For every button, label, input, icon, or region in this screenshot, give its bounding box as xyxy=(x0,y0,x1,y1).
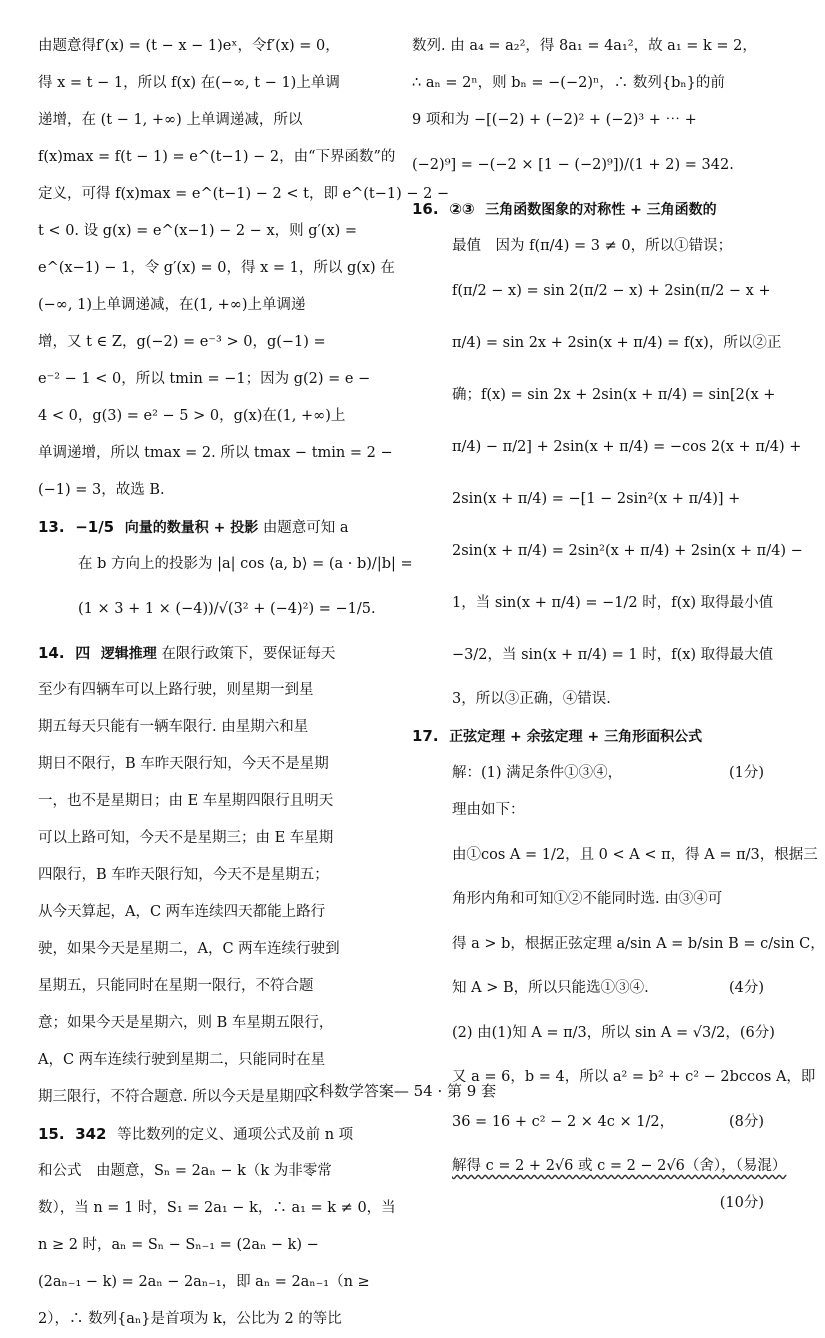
solution-line: 驶，如果今天是星期二，A，C 两车连续行驶到 xyxy=(38,941,340,957)
solution-line: 最值 因为 f(π/4) = 3 ≠ 0，所以①错误； xyxy=(452,238,733,254)
q17-step xyxy=(412,881,764,918)
q14-answer: 四 xyxy=(75,644,91,662)
q17-step-text: 又 a = 6，b = 4，所以 a² = b² + c² − 2bccos A，即 xyxy=(452,1069,816,1085)
q13-number: 13. xyxy=(38,518,65,536)
solution-line: π/4) = sin 2x + 2sin(x + π/4) = f(x)，所以②正 xyxy=(452,335,782,351)
q15-line: (−2)⁹] = −(−2 × [1 − (−2)⁹])/(1 + 2) = 342. xyxy=(412,157,734,173)
q17-step-text: 解：(1) 满足条件①③④， xyxy=(452,765,623,781)
q17-step-text: 解得 c = 2 + 2√6 或 c = 2 − 2√6（舍），（易混） xyxy=(452,1158,787,1174)
q17-step-text: 36 = 16 + c² − 2 × 4c × 1/2， xyxy=(452,1114,675,1130)
q15-line: 9 项和为 −[(−2) + (−2)² + (−2)³ + ⋯ + xyxy=(412,112,697,128)
q14-text: 在限行政策下，要保证每天 xyxy=(161,646,336,662)
q13-answer: −1/5 xyxy=(75,518,115,536)
q14-tag: 逻辑推理 xyxy=(100,646,157,662)
solution-line: (2aₙ₋₁ − k) = 2aₙ − 2aₙ₋₁，即 aₙ = 2aₙ₋₁（n ≥ xyxy=(38,1274,370,1290)
q17-step xyxy=(412,755,764,792)
solution-line: 意；如果今天是星期六，则 B 车星期五限行， xyxy=(38,1015,334,1031)
q13-header xyxy=(38,509,386,546)
q17-step xyxy=(412,1185,764,1222)
q15-line: 数列. 由 a₄ = a₂²，得 8a₁ = 4a₁²，故 a₁ = k = 2， xyxy=(412,38,757,54)
q15-solution xyxy=(38,1153,396,1338)
solution-line: 数），当 n = 1 时，S₁ = 2a₁ − k，∴ a₁ = k ≠ 0，当 xyxy=(38,1200,396,1216)
q17-step-text: 理由如下： xyxy=(452,802,525,818)
right-column xyxy=(412,28,825,1222)
solution-line: 3，所以③正确，④错误. xyxy=(452,691,611,707)
q17-header xyxy=(412,718,764,755)
q17-step-text: 角形内角和可知①②不能同时选. 由③④可 xyxy=(452,891,723,907)
q15-answer: 342 xyxy=(75,1125,107,1143)
q13-line: 在 b 方向上的投影为 |a| cos ⟨a, b⟩ = (a · b)/|b| = xyxy=(78,556,413,572)
q17-step xyxy=(412,792,764,829)
solution-line: 2sin(x + π/4) = 2sin²(x + π/4) + 2sin(x + π/4) − xyxy=(452,543,803,559)
solution-line: 期三限行，不符合题意. 所以今天是星期四. xyxy=(38,1089,313,1105)
solution-line: 四限行，B 车昨天限行知，今天不是星期五； xyxy=(38,867,329,883)
q14-solution xyxy=(38,672,386,1116)
q13-tag: 向量的数量积 + 投影 xyxy=(124,520,259,536)
solution-line: 至少有四辆车可以上路行驶，则星期一到星 xyxy=(38,682,314,698)
q17-tag: 正弦定理 + 余弦定理 + 三角形面积公式 xyxy=(449,729,703,745)
solution-line: f(π/2 − x) = sin 2(π/2 − x) + 2sin(π/2 − x + xyxy=(452,283,771,299)
solution-line: −3/2，当 sin(x + π/4) = 1 时，f(x) 取得最大值 xyxy=(452,647,774,663)
q17-step xyxy=(412,1148,787,1185)
q17-step-text: 由①cos A = 1/2，且 0 < A < π，得 A = π/3，根据三 xyxy=(452,847,818,863)
q15-text: 等比数列的定义、通项公式及前 n 项 xyxy=(117,1127,354,1143)
solution-line: 定义，可得 f(x)max = e^(t−1) − 2 < t，即 e^(t−1) − 2 − xyxy=(38,186,450,202)
solution-line: 2sin(x + π/4) = −[1 − 2sin²(x + π/4)] + xyxy=(452,491,741,507)
q17-step xyxy=(412,1096,764,1148)
q17-step xyxy=(412,1007,775,1059)
q13-text: 由题意可知 a xyxy=(262,520,349,536)
q17-step-score: (1分) xyxy=(728,765,764,781)
q17-step-score: (8分) xyxy=(728,1114,764,1130)
q17-solution xyxy=(412,755,825,1222)
q17-step-text: 得 a > b，根据正弦定理 a/sin A = b/sin B = c/sin C， xyxy=(452,936,825,952)
solution-line: f(x)max = f(t − 1) = e^(t−1) − 2，由“下界函数”的 xyxy=(38,149,396,165)
solution-line: 单调递增，所以 tmax = 2. 所以 tmax − tmin = 2 − xyxy=(38,445,393,461)
q16-tag: 三角函数图象的对称性 + 三角函数的 xyxy=(485,202,717,218)
q17-step xyxy=(412,918,825,970)
q14-header xyxy=(38,635,386,672)
solution-line: A，C 两车连续行驶到星期二，只能同时在星 xyxy=(38,1052,326,1068)
q15-header xyxy=(38,1116,386,1153)
solution-line: t < 0. 设 g(x) = e^(x−1) − 2 − x，则 g′(x) = xyxy=(38,223,358,239)
solution-line: π/4) − π/2] + 2sin(x + π/4) = −cos 2(x + π/4) + xyxy=(452,439,802,455)
solution-line: 1，当 sin(x + π/4) = −1/2 时，f(x) 取得最小值 xyxy=(452,595,774,611)
q17-step-score: (10分) xyxy=(719,1195,764,1211)
solution-line: 一，也不是星期日；由 E 车星期四限行且明天 xyxy=(38,793,334,809)
solution-line: 星期五，只能同时在星期一限行，不符合题 xyxy=(38,978,314,994)
solution-line: 4 < 0，g(3) = e² − 5 > 0，g(x)在(1, +∞)上 xyxy=(38,408,346,424)
solution-line: 从今天算起，A，C 两车连续四天都能上路行 xyxy=(38,904,326,920)
q17-step-score: (6分) xyxy=(739,1025,775,1041)
solution-line: 递增，在 (t − 1, +∞) 上单调递减，所以 xyxy=(38,112,303,128)
q13-line: (1 × 3 + 1 × (−4))/√(3² + (−4)²) = −1/5. xyxy=(78,601,376,617)
solution-line: (−∞, 1)上单调递减，在(1, +∞)上单调递 xyxy=(38,297,306,313)
solution-line: 增，又 t ∈ Z，g(−2) = e⁻³ > 0，g(−1) = xyxy=(38,334,326,350)
solution-line: (−1) = 3，故选 B. xyxy=(38,482,165,498)
page-footer: 文科数学答案— 54 · 第 9 套 xyxy=(303,1082,497,1100)
solution-line: 可以上路可知，今天不是星期三；由 E 车星期 xyxy=(38,830,334,846)
solution-line: 期五每天只能有一辆车限行. 由星期六和星 xyxy=(38,719,309,735)
q15-number: 15. xyxy=(38,1125,65,1143)
q14-number: 14. xyxy=(38,644,65,662)
solution-line: n ≥ 2 时，aₙ = Sₙ − Sₙ₋₁ = (2aₙ − k) − xyxy=(38,1237,319,1253)
q17-step xyxy=(412,970,764,1007)
solution-line: 由题意得f′(x) = (t − x − 1)eˣ，令f′(x) = 0， xyxy=(38,38,340,54)
solution-line: 确；f(x) = sin 2x + 2sin(x + π/4) = sin[2(x + xyxy=(452,387,776,403)
q17-step-text: 知 A > B，所以只能选①③④. xyxy=(452,980,649,996)
q17-number: 17. xyxy=(412,727,439,745)
q17-step-score: (4分) xyxy=(728,980,764,996)
solution-line: 期日不限行，B 车昨天限行知，今天不是星期 xyxy=(38,756,329,772)
q16-header xyxy=(412,191,764,228)
solution-line: e⁻² − 1 < 0，所以 tmin = −1；因为 g(2) = e − xyxy=(38,371,371,387)
q16-answer: ②③ xyxy=(449,200,475,218)
solution-line: 得 x = t − 1，所以 f(x) 在(−∞, t − 1)上单调 xyxy=(38,75,340,91)
q17-step xyxy=(412,829,818,881)
q16-number: 16. xyxy=(412,200,439,218)
solution-line: e^(x−1) − 1，令 g′(x) = 0，得 x = 1，所以 g(x) 在 xyxy=(38,260,395,276)
solution-line: 2），∴ 数列{aₙ}是首项为 k，公比为 2 的等比 xyxy=(38,1311,342,1327)
q15-line: ∴ aₙ = 2ⁿ，则 bₙ = −(−2)ⁿ，∴ 数列{bₙ}的前 xyxy=(412,75,725,91)
solution-line: 和公式 由题意，Sₙ = 2aₙ − k（k 为非零常 xyxy=(38,1163,332,1179)
q16-solution xyxy=(412,228,803,718)
q17-step-text: (2) 由(1)知 A = π/3，所以 sin A = √3/2， xyxy=(452,1025,740,1041)
